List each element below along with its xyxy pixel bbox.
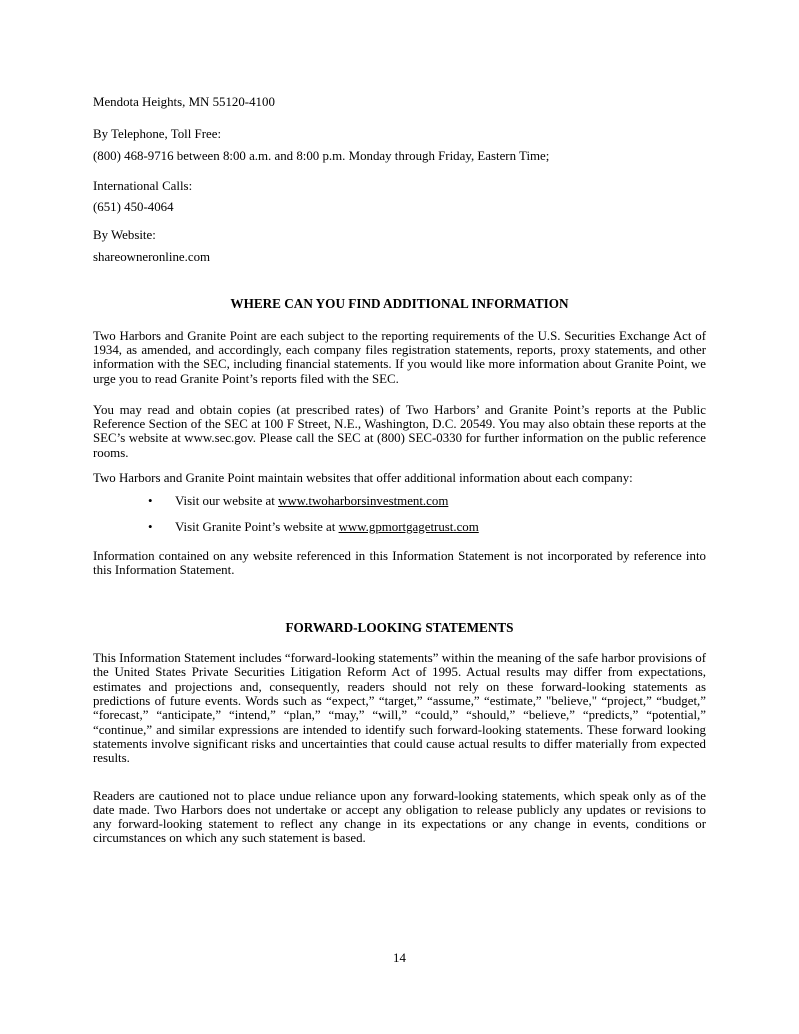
paragraph-not-incorporated: Information contained on any website referenced in this Information Statement is not incorporated by reference into this Information Statement. — [93, 548, 706, 578]
two-harbors-website-link[interactable]: www.twoharborsinvestment.com — [278, 494, 449, 509]
international-calls-number: (651) 450-4064 — [93, 200, 174, 215]
telephone-detail: (800) 468-9716 between 8:00 a.m. and 8:00 p.m. Monday through Friday, Eastern Time; — [93, 148, 550, 163]
section-heading-additional-information: WHERE CAN YOU FIND ADDITIONAL INFORMATION — [230, 296, 569, 312]
bullet-item-granite-point-website — [148, 520, 706, 534]
international-calls-label: International Calls: — [93, 178, 193, 193]
paragraph-reporting-requirements: Two Harbors and Granite Point are each subject to the reporting requirements of the U.S. Securities Exchange Act of 1934, as amended, and accordingly, each company files registration statements, reports, proxy statements, and other information with the SEC, including financial statements. If you would like more information about Granite Point, we urge you to read Granite Point’s reports filed with the SEC. — [93, 328, 706, 386]
website-url: shareowneronline.com — [93, 249, 211, 264]
bullet-prefix: Visit Granite Point’s website at — [175, 519, 339, 534]
paragraph-readers-cautioned: Readers are cautioned not to place undue reliance upon any forward-looking statements, which speak only as of the date made. Two Harbors does not undertake or accept any obligation to release publicly any updates or revisions to any forward-looking statement to reflect any change in its expectations or any change in events, conditions or circumstances on which any such statement is based. — [93, 788, 706, 846]
document-content — [93, 95, 706, 846]
telephone-label: By Telephone, Toll Free: — [93, 127, 222, 142]
address-line: Mendota Heights, MN 55120-4100 — [93, 95, 275, 109]
bullet-prefix: Visit our website at — [175, 494, 279, 509]
bullet-text — [175, 520, 479, 534]
section-heading-forward-looking: FORWARD-LOOKING STATEMENTS — [285, 619, 514, 635]
paragraph-maintain-websites: Two Harbors and Granite Point maintain websites that offer additional information about each company: — [93, 471, 633, 486]
website-label: By Website: — [93, 228, 156, 243]
paragraph-public-reference: You may read and obtain copies (at prescribed rates) of Two Harbors’ and Granite Point’s reports at the Public Reference Section of the SEC at 100 F Street, N.E., Washington, D.C. 20549. You may also obtain these reports at the SEC’s website at www.sec.gov. Please call the SEC at (800) SEC-0330 for further information on the public reference rooms. — [93, 402, 706, 460]
granite-point-website-link[interactable]: www.gpmortgagetrust.com — [338, 519, 479, 534]
bullet-item-two-harbors-website — [148, 494, 706, 508]
bullet-icon: • — [148, 519, 153, 534]
bullet-text — [175, 494, 448, 508]
page-number: 14 — [393, 951, 406, 965]
bullet-icon: • — [148, 494, 153, 509]
paragraph-safe-harbor: This Information Statement includes “forward-looking statements” within the meaning of the safe harbor provisions of the United States Private Securities Litigation Reform Act of 1995. Actual results may differ from expectations, estimates and projections and, consequently, readers should not rely on these forward-looking statements as predictions of future events. Words such as “expect,” “target,” “assume,” “estimate,” "believe," “project,” “budget,” “forecast,” “anticipate,” “intend,” “plan,” “may,” “will,” “could,” “should,” “believe,” “predicts,” “potential,” “continue,” and similar expressions are intended to identify such forward-looking statements. These forward looking statements involve significant risks and uncertainties that could cause actual results to differ materially from expected results. — [93, 651, 706, 766]
